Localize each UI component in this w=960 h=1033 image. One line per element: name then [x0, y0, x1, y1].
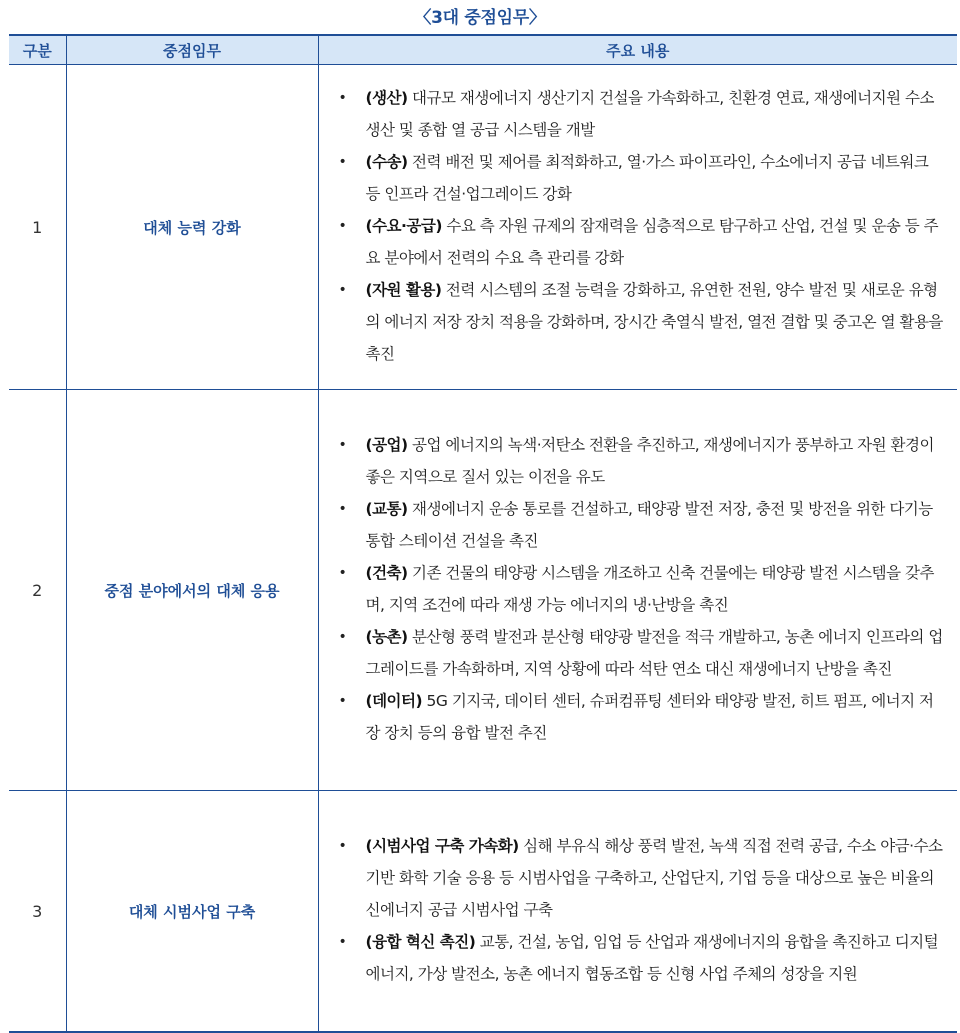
table-title: 〈3대 중점임무〉: [414, 8, 546, 28]
table-row: [9, 390, 957, 791]
row-number: 1: [9, 65, 66, 390]
item-text: 전력 시스템의 조절 능력을 강화하고, 유연한 전원, 양수 발전 및 새로운 유형의 에너지 저장 장치 적용을 강화하며, 장시간 축열식 발전, 열전 결합 및 중고온 열 활용을 촉진: [365, 281, 943, 363]
bullet-icon: •: [338, 218, 347, 234]
bullet-icon: •: [338, 838, 347, 854]
list-item: [333, 429, 944, 493]
item-keyword: (시범사업 구축 가속화): [365, 837, 519, 855]
item-text: 전력 배전 및 제어를 최적화하고, 열·가스 파이프라인, 수소에너지 공급 네트워크 등 인프라 건설·업그레이드 강화: [365, 153, 929, 203]
list-item: [333, 830, 944, 926]
list-item: [333, 557, 944, 621]
bullet-icon: •: [338, 565, 347, 581]
row-number: 3: [9, 791, 66, 1033]
list-item: [333, 146, 944, 210]
bullet-icon: •: [338, 90, 347, 106]
item-text: 기존 건물의 태양광 시스템을 개조하고 신축 건물에는 태양광 발전 시스템을 갖추며, 지역 조건에 따라 재생 가능 에너지의 냉·난방을 촉진: [365, 564, 934, 614]
row-number: 2: [9, 390, 66, 791]
list-item: [333, 621, 944, 685]
list-item: [333, 926, 944, 990]
table-row: [9, 791, 957, 1033]
bullet-icon: •: [338, 154, 347, 170]
content-list: [333, 82, 944, 370]
row-content: [318, 65, 957, 390]
list-item: [333, 210, 944, 274]
table-row: [9, 65, 957, 390]
item-keyword: (데이터): [365, 692, 423, 710]
item-text: 심해 부유식 해상 풍력 발전, 녹색 직접 전력 공급, 수소 야금·수소 기반 화학 기술 응용 등 시범사업을 구축하고, 산업단지, 기업 등을 대상으로 높은 비율의 신에너지 공급 시범사업 구축: [365, 837, 943, 919]
item-text: 재생에너지 운송 통로를 건설하고, 태양광 발전 저장, 충전 및 방전을 위한 다기능 통합 스테이션 건설을 촉진: [365, 500, 933, 550]
item-text: 5G 기지국, 데이터 센터, 슈퍼컴퓨팅 센터와 태양광 발전, 히트 펌프, 에너지 저장 장치 등의 융합 발전 추진: [365, 692, 934, 742]
list-item: [333, 274, 944, 370]
item-keyword: (공업): [365, 436, 408, 454]
header-content: 주요 내용: [318, 35, 957, 65]
item-text: 수요 측 자원 규제의 잠재력을 심층적으로 탐구하고 산업, 건설 및 운송 등 주요 분야에서 전력의 수요 측 관리를 강화: [365, 217, 939, 267]
list-item: [333, 493, 944, 557]
bullet-icon: •: [338, 437, 347, 453]
content-list: [333, 830, 944, 990]
item-keyword: (건축): [365, 564, 408, 582]
bullet-icon: •: [338, 629, 347, 645]
item-text: 분산형 풍력 발전과 분산형 태양광 발전을 적극 개발하고, 농촌 에너지 인프라의 업그레이드를 가속화하며, 지역 상황에 따라 석탄 연소 대신 재생에너지 난방을 촉진: [365, 628, 943, 678]
item-text: 교통, 건설, 농업, 임업 등 산업과 재생에너지의 융합을 촉진하고 디지털 에너지, 가상 발전소, 농촌 에너지 협동조합 등 신형 사업 주체의 성장을 지원: [365, 933, 939, 983]
header-row: [9, 35, 957, 65]
row-content: [318, 791, 957, 1033]
row-mission: 중점 분야에서의 대체 응용: [66, 390, 318, 791]
item-keyword: (생산): [365, 89, 408, 107]
item-text: 공업 에너지의 녹색·저탄소 전환을 추진하고, 재생에너지가 풍부하고 자원 환경이 좋은 지역으로 질서 있는 이전을 유도: [365, 436, 934, 486]
row-content: [318, 390, 957, 791]
row-mission: 대체 능력 강화: [66, 65, 318, 390]
bullet-icon: •: [338, 693, 347, 709]
bullet-icon: •: [338, 501, 347, 517]
item-keyword: (융합 혁신 촉진): [365, 933, 476, 951]
table-body: [9, 65, 957, 1033]
missions-table: [9, 34, 957, 1033]
item-keyword: (자원 활용): [365, 281, 442, 299]
header-category: 구분: [9, 35, 66, 65]
list-item: [333, 685, 944, 749]
bullet-icon: •: [338, 934, 347, 950]
item-text: 대규모 재생에너지 생산기지 건설을 가속화하고, 친환경 연료, 재생에너지원 수소 생산 및 종합 열 공급 시스템을 개발: [365, 89, 934, 139]
list-item: [333, 82, 944, 146]
row-mission: 대체 시범사업 구축: [66, 791, 318, 1033]
item-keyword: (수요·공급): [365, 217, 442, 235]
content-list: [333, 429, 944, 749]
bullet-icon: •: [338, 282, 347, 298]
item-keyword: (농촌): [365, 628, 408, 646]
item-keyword: (수송): [365, 153, 408, 171]
item-keyword: (교통): [365, 500, 408, 518]
header-mission: 중점임무: [66, 35, 318, 65]
